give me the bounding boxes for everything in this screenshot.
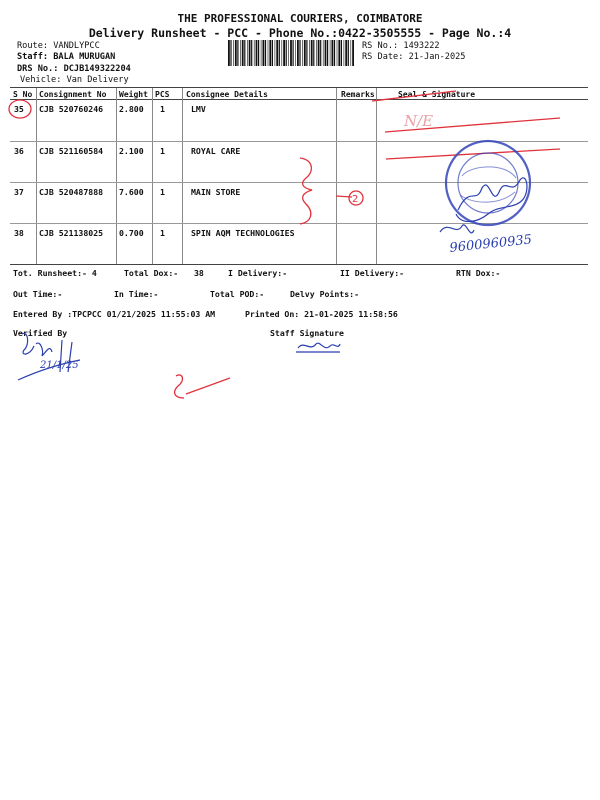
cell-weight: 0.700	[119, 228, 144, 238]
rs-number: RS No.: 1493222	[362, 41, 440, 51]
cell-consignment: CJB 520760246	[39, 104, 104, 114]
verify-date-handwritten: 21/1/25	[40, 360, 79, 371]
staff-signature-label: Staff Signature	[270, 328, 344, 338]
cell-consignee: ROYAL CARE	[191, 146, 241, 156]
cell-weight: 2.800	[119, 104, 144, 114]
out-time: Out Time:-	[13, 289, 63, 299]
verifier-signature	[36, 343, 52, 356]
staff-label: Staff: BALA MURUGAN	[17, 52, 116, 62]
cell-pcs: 1	[160, 187, 165, 197]
vehicle-label: Vehicle: Van Delivery	[20, 75, 129, 85]
drs-number: DRS No.: DCJB149322204	[17, 64, 131, 74]
in-time: In Time:-	[114, 289, 159, 299]
cell-weight: 7.600	[119, 187, 144, 197]
rtn-dox: RTN Dox:-	[456, 268, 501, 278]
total-pod: Total POD:-	[210, 289, 265, 299]
delvy-points: Delvy Points:-	[290, 289, 360, 299]
col-header-pcs: PCS	[155, 90, 170, 99]
cell-pcs: 1	[160, 104, 165, 114]
verified-by-label: Verified By	[13, 328, 68, 338]
ii-delivery: II Delivery:-	[340, 268, 405, 278]
total-dox-label: Total Dox:-	[124, 268, 179, 278]
runsheet-subtitle: Delivery Runsheet - PCC - Phone No.:0422-3505555 - Page No.:4	[88, 26, 512, 40]
cell-sno: 36	[14, 146, 24, 156]
remark-ne-handwritten: N/E	[404, 112, 434, 130]
remark-2-handwritten: 2	[352, 194, 359, 205]
verifier-signature	[22, 333, 34, 354]
col-header-consignment: Consignment No	[39, 90, 107, 99]
red-bottom-mark	[186, 378, 230, 394]
total-dox-value: 38	[194, 268, 204, 278]
col-header-sno: S No	[13, 90, 33, 99]
company-title: THE PROFESSIONAL COURIERS, COIMBATORE	[177, 12, 423, 25]
cell-weight: 2.100	[119, 146, 144, 156]
entered-by: Entered By :TPCPCC 01/21/2025 11:55:03 AM	[13, 309, 216, 319]
cell-pcs: 1	[160, 146, 165, 156]
rs-date: RS Date: 21-Jan-2025	[362, 52, 466, 62]
cell-consignment: CJB 521138025	[39, 228, 104, 238]
printed-on: Printed On: 21-01-2025 11:58:56	[245, 309, 398, 319]
cell-consignee: SPIN AQM TECHNOLOGIES	[191, 228, 295, 238]
cell-consignee: MAIN STORE	[191, 187, 241, 197]
red-strike-mark	[372, 91, 456, 101]
red-bottom-mark	[175, 375, 184, 398]
cell-sno: 37	[14, 187, 24, 197]
consignee-signature	[440, 225, 474, 233]
cell-consignment: CJB 521160584	[39, 146, 104, 156]
route-label: Route: VANDLYPCC	[17, 41, 100, 51]
phone-handwritten: 9600960935	[448, 232, 533, 256]
col-header-seal-signature: Seal & Signature	[398, 90, 476, 99]
cell-pcs: 1	[160, 228, 165, 238]
cell-sno: 35	[14, 104, 24, 114]
cell-consignment: CJB 520487888	[39, 187, 104, 197]
staff-signature	[298, 343, 340, 348]
red-brace-mark	[300, 158, 312, 224]
i-delivery: I Delivery:-	[228, 268, 288, 278]
tot-runsheet: Tot. Runsheet:- 4	[13, 268, 97, 278]
col-header-consignee: Consignee Details	[186, 90, 268, 99]
red-circle-mark	[9, 100, 31, 118]
col-header-weight: Weight	[119, 90, 148, 99]
cell-consignee: LMV	[191, 104, 206, 114]
col-header-remarks: Remarks	[341, 90, 375, 99]
cell-sno: 38	[14, 228, 24, 238]
